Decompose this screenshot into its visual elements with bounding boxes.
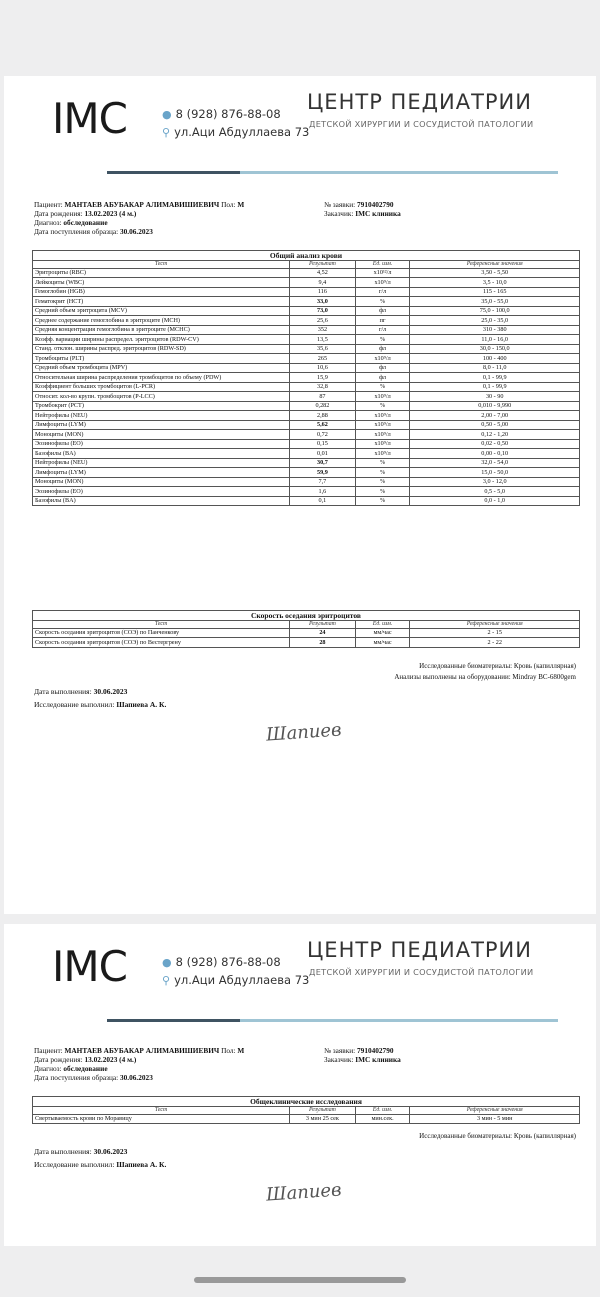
test-reference: 32,0 - 54,0 [410,458,580,468]
test-name: Свертываемость крови по Моравицу [33,1114,290,1124]
test-reference: 75,0 - 100,0 [410,306,580,316]
test-unit: x10⁹/л [355,449,410,459]
performed-by: Шапиева А. К. [116,700,167,709]
patient-sex: М [237,1046,245,1055]
test-result: 265 [290,354,356,364]
test-result: 116 [290,287,356,297]
test-reference: 0,1 - 99,9 [410,382,580,392]
test-name: Моноциты (MON) [33,477,290,487]
table-row [33,401,580,411]
test-name: Относит. кол-во крупн. тромбоцитов (P-LCC) [33,392,290,402]
table-row [33,306,580,316]
test-reference: 8,0 - 11,0 [410,363,580,373]
test-name: Эритроциты (RBC) [33,268,290,278]
test-result: 25,6 [290,316,356,326]
header-divider-light [240,1019,558,1022]
test-name: Средняя концентрация гемоглобина в эритроците (MCHC) [33,325,290,335]
order-label: № заявки: [324,1046,356,1055]
test-name: Гематокрит (HCT) [33,297,290,307]
patient-info-left [34,1046,244,1082]
test-reference: 0,010 - 9,990 [410,401,580,411]
col-test: Тест [33,1107,290,1115]
test-result: 59,9 [290,468,356,478]
test-result: 13,5 [290,335,356,345]
test-result: 7,7 [290,477,356,487]
test-name: Скорость оседания эритроцитов (СОЭ) по Панченкову [33,628,290,638]
clinic-title: ЦЕНТР ПЕДИАТРИИ [307,938,532,962]
test-reference: 30 - 90 [410,392,580,402]
test-unit: % [355,458,410,468]
test-name: Коэффициент больших тромбоцитов (L-PCR) [33,382,290,392]
customer-label: Заказчик: [324,1055,354,1064]
report-page-2 [4,924,596,1246]
table-header [33,1107,580,1115]
table-row [33,316,580,326]
test-reference: 0,1 - 99,9 [410,373,580,383]
test-result: 9,4 [290,278,356,288]
test-unit: пг [355,316,410,326]
customer-name: IMC клиника [355,209,401,218]
table-row [33,458,580,468]
esr-table [32,610,580,648]
test-unit: мин.сек. [355,1114,410,1124]
patient-name: МАНТАЕВ АБУБАКАР АЛИМАВИШИЕВИЧ [64,200,220,209]
clinic-subtitle: ДЕТСКОЙ ХИРУРГИИ И СОСУДИСТОЙ ПАТОЛОГИИ [309,967,534,977]
address-contact [162,973,309,987]
test-unit: г/л [355,325,410,335]
test-unit: г/л [355,287,410,297]
address-contact [162,125,309,139]
order-info [324,200,401,218]
test-result: 32,8 [290,382,356,392]
test-name: Среднее содержание гемоглобина в эритроците (MCH) [33,316,290,326]
test-unit: x10⁹/л [355,354,410,364]
test-result: 35,6 [290,344,356,354]
test-result: 15,9 [290,373,356,383]
completion-date-label: Дата выполнения: [34,1147,92,1156]
table-row [33,420,580,430]
test-result: 4,52 [290,268,356,278]
test-unit: % [355,401,410,411]
biomaterial-note: Исследованные биоматериалы: Кровь (капиллярная) [419,662,576,670]
cbc-table [32,250,580,506]
table-row [33,335,580,345]
test-unit: x10⁹/л [355,439,410,449]
test-unit: фл [355,344,410,354]
order-number: 7910402790 [357,1046,394,1055]
location-pin-icon: ⚲ [162,974,171,987]
test-result: 1,6 [290,487,356,497]
home-indicator[interactable] [194,1277,406,1283]
test-name: Относительная ширина распределения тромбоцитов по объему (PDW) [33,373,290,383]
table-title: Общий анализ крови [33,251,580,261]
header-divider-dark [107,171,240,174]
col-unit: Ед. изм. [355,1107,410,1115]
table-row [33,411,580,421]
test-unit: % [355,477,410,487]
test-unit: x10⁹/л [355,420,410,430]
test-result: 24 [290,628,356,638]
test-unit: % [355,487,410,497]
dob-label: Дата рождения: [34,209,83,218]
test-name: Нейтрофилы (NEU) [33,411,290,421]
test-unit: x10⁹/л [355,392,410,402]
test-reference: 0,50 - 5,00 [410,420,580,430]
test-reference: 310 - 380 [410,325,580,335]
clinical-table [32,1096,580,1124]
phone-contact [162,955,281,969]
test-unit: % [355,382,410,392]
test-reference: 0,02 - 0,50 [410,439,580,449]
test-result: 5,62 [290,420,356,430]
patient-label: Пациент: [34,200,63,209]
equipment-note: Анализы выполнены на оборудовании: Mindray BC-6800gem [394,673,576,681]
test-reference: 3,5 - 10,0 [410,278,580,288]
table-row [33,382,580,392]
patient-diagnosis: обследование [63,218,108,227]
performed-by-label: Исследование выполнил: [34,700,115,709]
test-unit: x10⁹/л [355,430,410,440]
col-unit: Ед. изм. [355,621,410,629]
test-name: Гемоглобин (HGB) [33,287,290,297]
clinic-title: ЦЕНТР ПЕДИАТРИИ [307,90,532,114]
test-result: 2,88 [290,411,356,421]
test-unit: мм/час [355,638,410,648]
phone-number: 8 (928) 876-88-08 [175,955,281,969]
test-reference: 115 - 165 [410,287,580,297]
completion-info [34,1145,166,1171]
sample-arrival-date: 30.06.2023 [120,1073,153,1082]
completion-info [34,685,166,711]
test-result: 0,01 [290,449,356,459]
test-unit: фл [355,363,410,373]
table-row [33,477,580,487]
test-result: 0,15 [290,439,356,449]
clinic-subtitle: ДЕТСКОЙ ХИРУРГИИ И СОСУДИСТОЙ ПАТОЛОГИИ [309,119,534,129]
phone-number: 8 (928) 876-88-08 [175,107,281,121]
address-text: ул.Аци Абдуллаева 73 [174,973,310,987]
patient-dob: 13.02.2023 (4 м.) [84,1055,137,1064]
completion-date: 30.06.2023 [93,687,128,696]
test-unit: фл [355,306,410,316]
test-reference: 25,0 - 35,0 [410,316,580,326]
col-ref: Референсные значения [410,261,580,269]
dob-label: Дата рождения: [34,1055,83,1064]
test-name: Коэфф. вариации ширины распредел. эритроцитов (RDW-CV) [33,335,290,345]
performed-by-label: Исследование выполнил: [34,1160,115,1169]
test-unit: x10⁹/л [355,278,410,288]
patient-dob: 13.02.2023 (4 м.) [84,209,137,218]
test-result: 33,0 [290,297,356,307]
header-divider-dark [107,1019,240,1022]
col-result: Результат [290,261,356,269]
arrival-label: Дата поступления образца: [34,1073,119,1082]
diagnosis-label: Диагноз: [34,218,62,227]
customer-label: Заказчик: [324,209,354,218]
col-result: Результат [290,621,356,629]
test-reference: 0,12 - 1,20 [410,430,580,440]
test-result: 0,1 [290,496,356,506]
test-reference: 30,0 - 150,0 [410,344,580,354]
test-reference: 3 мин - 5 мин [410,1114,580,1124]
arrival-label: Дата поступления образца: [34,227,119,236]
test-result: 73,0 [290,306,356,316]
completion-date: 30.06.2023 [93,1147,128,1156]
test-result: 3 мин 25 сек [290,1114,356,1124]
test-name: Скорость оседания эритроцитов (СОЭ) по Вестергрену [33,638,290,648]
test-unit: % [355,468,410,478]
phone-icon: ● [162,956,172,969]
imc-logo: IMC [52,94,127,143]
imc-logo: IMC [52,942,127,991]
test-name: Базофилы (BA) [33,449,290,459]
test-name: Станд. отклон. ширины распред. эритроцитов (RDW-SD) [33,344,290,354]
table-row [33,628,580,638]
test-name: Нейтрофилы (NEU) [33,458,290,468]
table-row [33,354,580,364]
test-name: Средний объем эритроцита (MCV) [33,306,290,316]
sex-label: Пол: [221,200,236,209]
test-result: 30,7 [290,458,356,468]
test-reference: 2,00 - 7,00 [410,411,580,421]
test-unit: мм/час [355,628,410,638]
test-name: Эозинофилы (EO) [33,439,290,449]
table-row [33,638,580,648]
phone-contact [162,107,281,121]
table-row [33,297,580,307]
table-header [33,261,580,269]
test-name: Тромбоциты (PLT) [33,354,290,364]
test-name: Моноциты (MON) [33,430,290,440]
table-title: Общеклинические исследования [33,1097,580,1107]
patient-diagnosis: обследование [63,1064,108,1073]
test-result: 0,282 [290,401,356,411]
report-page-1 [4,76,596,914]
test-reference: 3,50 - 5,50 [410,268,580,278]
address-text: ул.Аци Абдуллаева 73 [174,125,310,139]
test-name: Тромбокрит (PCT) [33,401,290,411]
table-row [33,430,580,440]
table-row [33,363,580,373]
test-unit: % [355,496,410,506]
table-row [33,487,580,497]
test-reference: 0,5 - 5,0 [410,487,580,497]
test-reference: 100 - 400 [410,354,580,364]
table-row [33,1114,580,1124]
test-reference: 2 - 22 [410,638,580,648]
test-unit: % [355,297,410,307]
table-row [33,392,580,402]
sex-label: Пол: [221,1046,236,1055]
order-info [324,1046,401,1064]
header-divider-light [240,171,558,174]
table-row [33,278,580,288]
test-result: 352 [290,325,356,335]
table-row [33,268,580,278]
test-reference: 0,0 - 1,0 [410,496,580,506]
test-result: 10,6 [290,363,356,373]
table-title: Скорость оседания эритроцитов [33,611,580,621]
test-unit: фл [355,373,410,383]
test-reference: 15,0 - 50,0 [410,468,580,478]
test-reference: 3,0 - 12,0 [410,477,580,487]
test-unit: % [355,335,410,345]
patient-label: Пациент: [34,1046,63,1055]
col-ref: Референсные значения [410,621,580,629]
performed-by: Шапиева А. К. [116,1160,167,1169]
test-name: Средний объем тромбоцита (MPV) [33,363,290,373]
diagnosis-label: Диагноз: [34,1064,62,1073]
patient-sex: М [237,200,245,209]
test-reference: 2 - 15 [410,628,580,638]
customer-name: IMC клиника [355,1055,401,1064]
test-result: 87 [290,392,356,402]
location-pin-icon: ⚲ [162,126,171,139]
table-row [33,449,580,459]
table-row [33,468,580,478]
test-name: Лимфоциты (LYM) [33,468,290,478]
table-row [33,344,580,354]
col-unit: Ед. изм. [355,261,410,269]
order-label: № заявки: [324,200,356,209]
sample-arrival-date: 30.06.2023 [120,227,153,236]
test-unit: x10¹²/л [355,268,410,278]
test-reference: 0,00 - 0,10 [410,449,580,459]
table-row [33,496,580,506]
table-row [33,287,580,297]
test-reference: 35,0 - 55,0 [410,297,580,307]
test-name: Лимфоциты (LYM) [33,420,290,430]
col-result: Результат [290,1107,356,1115]
test-name: Лейкоциты (WBC) [33,278,290,288]
table-row [33,373,580,383]
test-unit: x10⁹/л [355,411,410,421]
table-row [33,439,580,449]
signature: Шапиев [265,719,343,746]
test-reference: 11,0 - 16,0 [410,335,580,345]
col-test: Тест [33,621,290,629]
phone-icon: ● [162,108,172,121]
patient-name: МАНТАЕВ АБУБАКАР АЛИМАВИШИЕВИЧ [64,1046,220,1055]
biomaterial-note: Исследованные биоматериалы: Кровь (капиллярная) [419,1132,576,1140]
test-result: 28 [290,638,356,648]
test-name: Эозинофилы (EO) [33,487,290,497]
col-ref: Референсные значения [410,1107,580,1115]
col-test: Тест [33,261,290,269]
patient-info-left [34,200,244,236]
order-number: 7910402790 [357,200,394,209]
table-row [33,325,580,335]
completion-date-label: Дата выполнения: [34,687,92,696]
signature: Шапиев [265,1179,343,1206]
test-name: Базофилы (BA) [33,496,290,506]
table-header [33,621,580,629]
test-result: 0,72 [290,430,356,440]
